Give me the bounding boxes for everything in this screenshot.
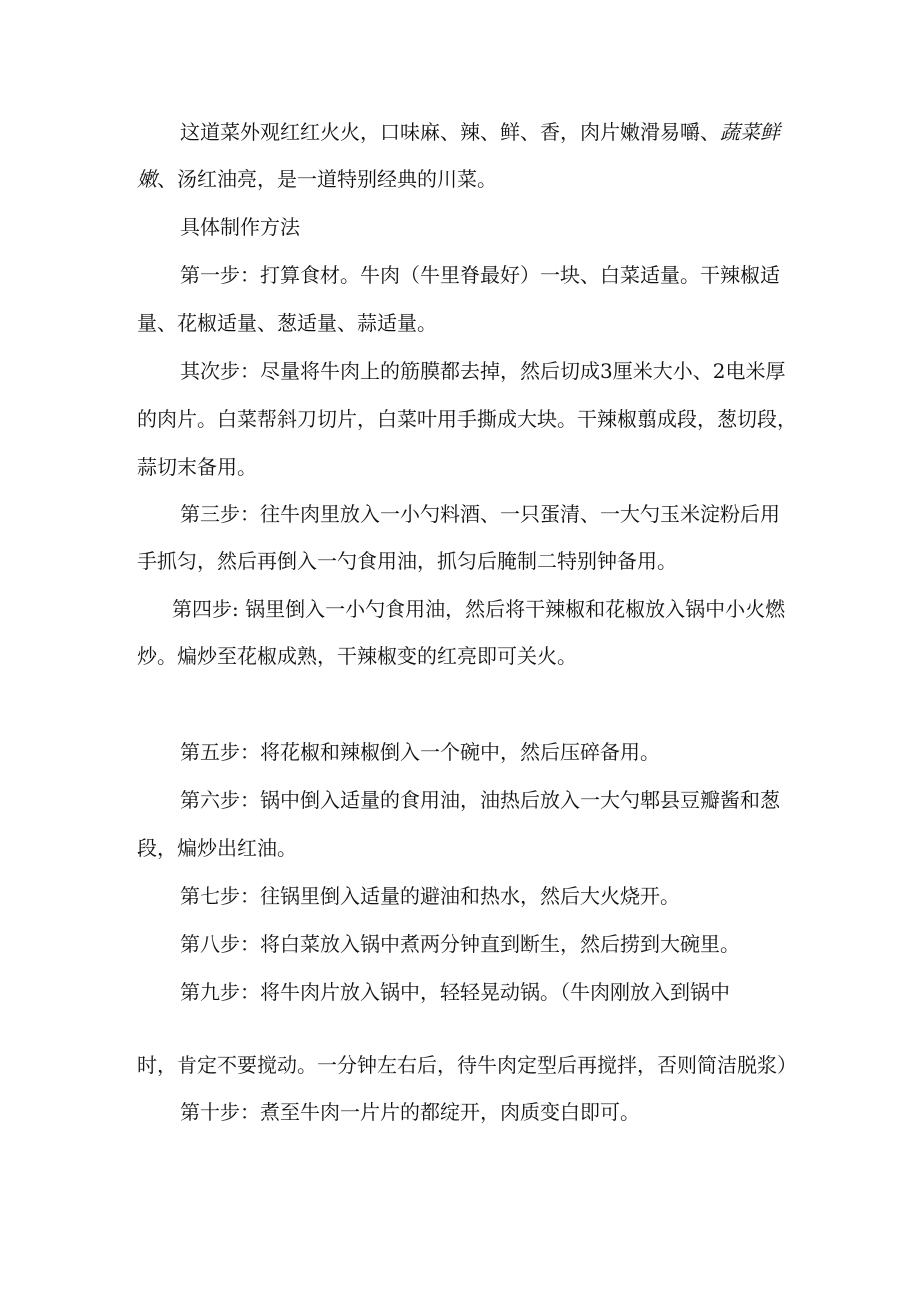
intro-line-2 <box>0 165 920 193</box>
intro-text: 这道菜外观红红火火，口味麻、辣、鲜、香，肉片嫩滑易嚼、 <box>180 120 720 144</box>
intro-italic-text: 蔬菜鲜 <box>720 120 780 144</box>
section-heading: 具体制作方法 <box>180 215 300 239</box>
intro-line-1 <box>0 118 920 146</box>
step-8-line-1: 第八步：将白菜放入锅中煮两分钟直到断生，然后捞到大碗里。 <box>180 932 740 956</box>
step-2-line-1: 其次步：尽量将牛肉上的筋膜都去掉，然后切成3厘米大小、2电米厚 <box>180 359 786 383</box>
intro-text: 、汤红油亮，是一道特别经典的川菜。 <box>157 167 497 191</box>
step-7-line-1: 第七步：往锅里倒入适量的避油和热水，然后大火烧开。 <box>180 884 680 908</box>
step-10-line-1: 第十步：煮至牛肉一片片的都绽开，肉质变白即可。 <box>180 1100 640 1124</box>
step-4-line-2: 炒。煸炒至花椒成熟，干辣椒变的红亮即可关火。 <box>137 644 577 668</box>
step-2-line-3: 蒜切末备用。 <box>137 455 257 479</box>
step-3-line-2: 手抓匀，然后再倒入一勺食用油，抓匀后腌制二特别钟备用。 <box>137 549 677 573</box>
intro-italic-text: 嫩 <box>137 167 157 191</box>
step-4-line-1: 第四步: 锅里倒入一小勺食用油，然后将干辣椒和花椒放入锅中小火燃 <box>172 597 786 621</box>
step-1-line-1: 第一步：打算食材。牛肉（牛里脊最好）一块、白菜适量。干辣椒适 <box>180 263 780 287</box>
step-6-line-2: 段，煸炒出红油。 <box>137 836 297 860</box>
step-6-line-1: 第六步：锅中倒入适量的食用油，油热后放入一大勺郫县豆瓣酱和葱 <box>180 788 780 812</box>
step-9-line-2: 时，肯定不要搅动。一分钟左右后，待牛肉定型后再搅拌，否则简洁脱浆） <box>137 1053 797 1077</box>
step-9-line-1: 第九步：将牛肉片放入锅中，轻轻晃动锅。（牛肉刚放入到锅中 <box>180 980 730 1004</box>
step-5-line-1: 第五步：将花椒和辣椒倒入一个碗中，然后压碎备用。 <box>180 740 660 764</box>
step-2-line-2: 的肉片。白菜帮斜刀切片，白菜叶用手撕成大块。干辣椒翦成段，葱切段， <box>137 407 797 431</box>
step-1-line-2: 量、花椒适量、葱适量、蒜适量。 <box>137 311 437 335</box>
step-3-line-1: 第三步：往牛肉里放入一小勺料酒、一只蛋清、一大勺玉米淀粉后用 <box>180 502 780 526</box>
